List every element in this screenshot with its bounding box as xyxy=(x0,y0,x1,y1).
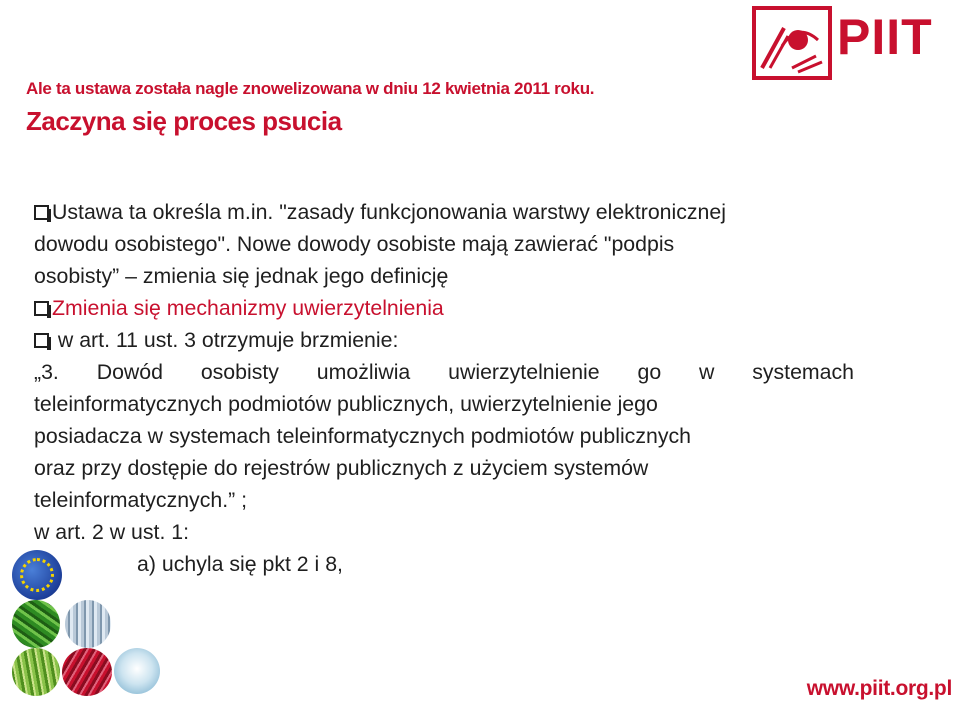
paragraph-1-line-2: dowodu osobistego". Nowe dowody osobiste mają zawierać "podpis xyxy=(34,232,675,256)
website-link[interactable]: www.piit.org.pl xyxy=(806,677,952,700)
paragraph-2-text: Zmienia się mechanizmy uwierzytelnienia xyxy=(52,296,444,320)
paragraph-3 xyxy=(34,324,854,356)
checkbox-bullet-icon xyxy=(34,301,49,316)
cloud-image xyxy=(114,648,160,694)
paragraph-1-line-3: osobisty” – zmienia się jednak jego definicję xyxy=(34,264,449,288)
red-texture-image xyxy=(62,648,112,696)
piit-logo xyxy=(752,6,952,80)
checkbox-bullet-icon xyxy=(34,205,49,220)
slide-subtitle: Ale ta ustawa została nagle znowelizowana w dniu 12 kwietnia 2011 roku. xyxy=(26,79,595,98)
slide-title: Zaczyna się proces psucia xyxy=(26,106,342,136)
art2a-line: a) uchyla się pkt 2 i 8, xyxy=(137,552,343,576)
paragraph-1-line-1 xyxy=(34,196,854,228)
piit-logo-text: PIIT xyxy=(837,9,933,65)
piit-logo-icon xyxy=(752,6,832,80)
quote-line-1: „3. Dowód osobisty umożliwia uwierzytelnienie go w systemach xyxy=(34,360,854,384)
paragraph-1-text-1: Ustawa ta określa m.in. "zasady funkcjonowania warstwy elektronicznej xyxy=(52,200,726,224)
slide-body xyxy=(34,196,854,580)
quote-line-3: posiadacza w systemach teleinformatycznych podmiotów publicznych xyxy=(34,424,691,448)
quote-line-5: teleinformatycznych.” ; xyxy=(34,488,248,512)
tower-image xyxy=(65,600,111,648)
quote-line-2: teleinformatycznych podmiotów publicznych, uwierzytelnienie jego xyxy=(34,392,658,416)
checkbox-bullet-icon xyxy=(34,333,49,348)
paragraph-3-text: w art. 11 ust. 3 otrzymuje brzmienie: xyxy=(52,328,399,352)
art2-line: w art. 2 w ust. 1: xyxy=(34,520,190,544)
paragraph-2 xyxy=(34,292,854,324)
leaf-image xyxy=(12,600,60,648)
quote-line-4: oraz przy dostępie do rejestrów publicznych z użyciem systemów xyxy=(34,456,649,480)
grass-image xyxy=(12,648,60,696)
eu-flag-image xyxy=(12,550,62,600)
